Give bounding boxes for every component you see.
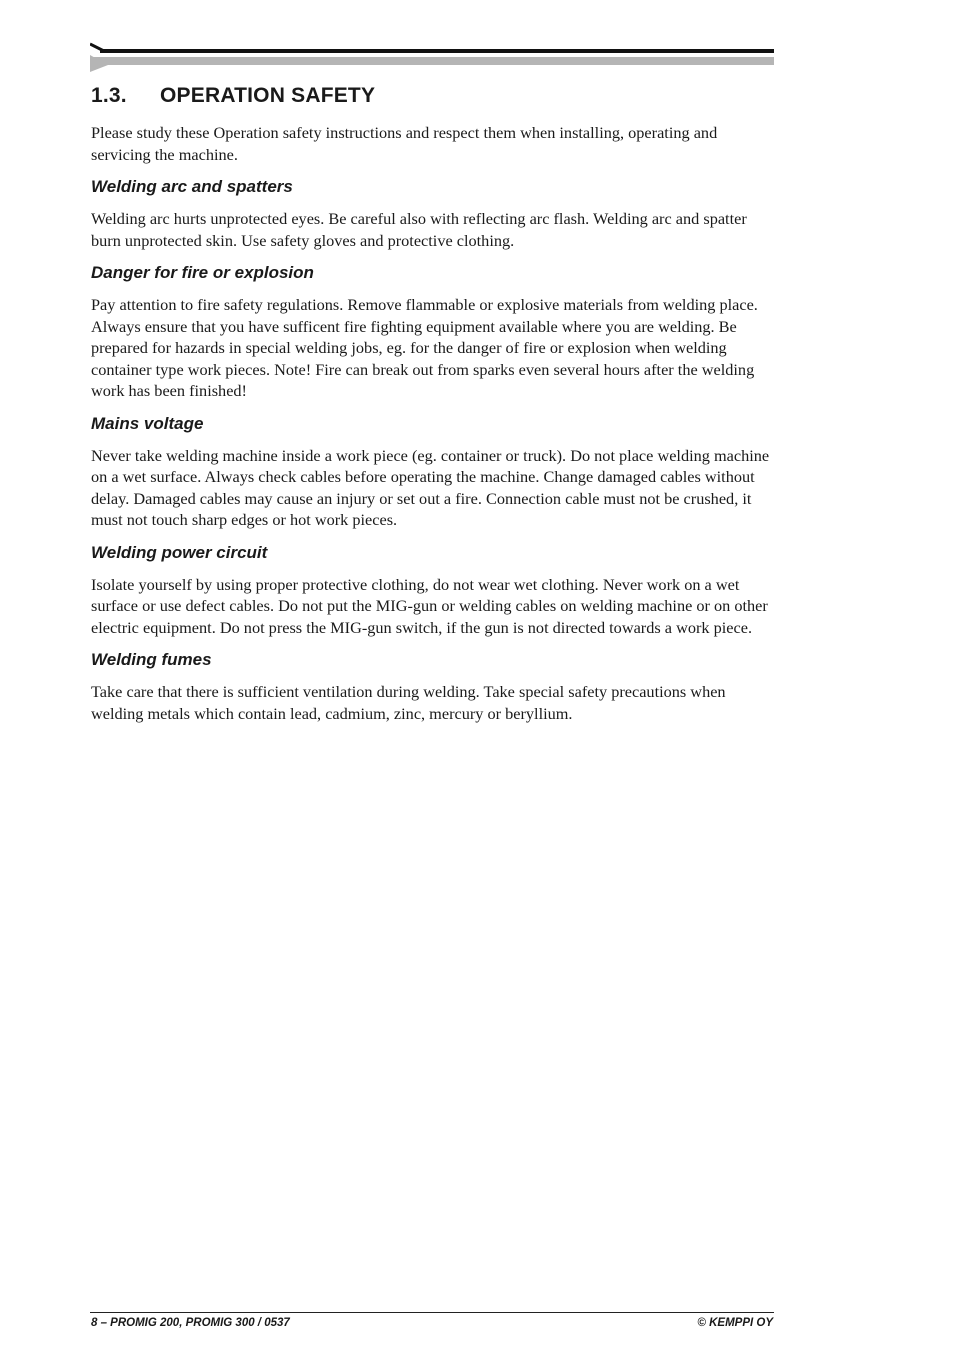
subheading-welding-fumes: Welding fumes: [91, 650, 212, 669]
header-decoration: [90, 42, 774, 74]
section-number: 1.3.: [91, 84, 127, 107]
paragraph-welding-arc: Welding arc hurts unprotected eyes. Be careful also with reflecting arc flash. Welding arc and spatter burn unprotected skin. Use safety gloves and protective clothing.: [91, 209, 747, 250]
page-content: [91, 84, 775, 735]
subheading-fire-explosion: Danger for fire or explosion: [91, 263, 314, 282]
subheading-welding-arc: Welding arc and spatters: [91, 177, 293, 196]
section-title: [91, 84, 775, 108]
intro-paragraph: Please study these Operation safety instructions and respect them when installing, operating and servicing the machine.: [91, 123, 718, 164]
section-heading: OPERATION SAFETY: [160, 84, 376, 107]
paragraph-fire-explosion: Pay attention to fire safety regulations. Remove flammable or explosive materials from welding place. Always ensure that you have sufficent fire fighting equipment available where you are welding. Be prepared for hazards in special welding jobs, eg. for the danger of fire or explosion when welding container type work pieces. Note! Fire can break out from sparks even several hours after the welding work has been finished!: [91, 295, 758, 400]
footer-copyright: © KEMPPI OY: [697, 1317, 773, 1329]
footer-page-info: 8 – PROMIG 200, PROMIG 300 / 0537: [91, 1317, 290, 1329]
footer-rule: [90, 1312, 774, 1313]
paragraph-mains-voltage: Never take welding machine inside a work piece (eg. container or truck). Do not place welding machine on a wet surface. Always check cables before operating the machine. Change damaged cables without delay. Damaged cables may cause an injury or set out a fire. Connection cable must not be crushed, it must not touch sharp edges or hot work pieces.: [91, 445, 770, 529]
subheading-power-circuit: Welding power circuit: [91, 542, 268, 562]
page-footer: [91, 1317, 773, 1329]
paragraph-power-circuit: Isolate yourself by using proper protective clothing, do not wear wet clothing. Never work on a wet surface or use defect cables. Do not put the MIG-gun or welding cables on welding machine or on other electric equipment. Do not press the MIG-gun switch, if the gun is not directed towards a work piece.: [91, 574, 768, 637]
paragraph-welding-fumes: Take care that there is sufficient ventilation during welding. Take special safety precautions when welding metals which contain lead, cadmium, zinc, mercury or beryllium.: [91, 682, 726, 723]
subheading-mains-voltage: Mains voltage: [91, 413, 204, 433]
